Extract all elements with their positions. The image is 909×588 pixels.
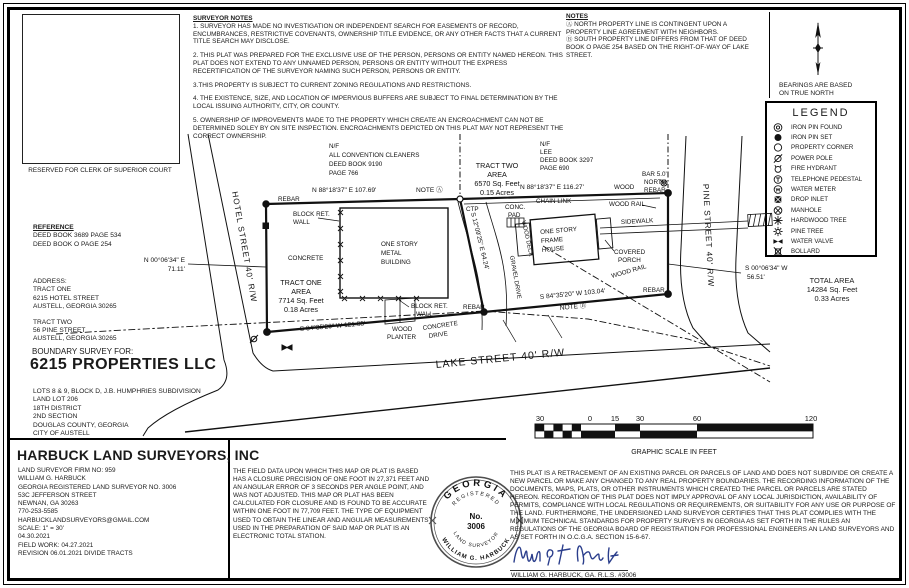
bearings-basis-line2: ON TRUE NORTH <box>779 90 834 98</box>
surveyor-notes <box>193 15 565 146</box>
deed-page: PAGE 766 <box>329 170 359 177</box>
bearing-east-line2: 56.51' <box>747 274 765 281</box>
signature-name-line: WILLIAM G. HARBUCK, GA. R.L.S. #3006 <box>511 572 637 579</box>
hotel-street-label: HOTEL STREET 40' R/W <box>230 190 259 304</box>
firm-line: SCALE: 1" = 30' <box>18 525 64 533</box>
reference-title: REFERENCE <box>33 224 74 231</box>
seal-name: WILLIAM G. HARBUCK <box>440 537 512 563</box>
tract-two-label <box>474 161 519 197</box>
firm-line: 04.30.2021 <box>18 533 50 541</box>
block-ret-wall-label-1b: WALL <box>293 219 310 226</box>
scale-caption: GRAPHIC SCALE IN FEET <box>631 449 717 456</box>
water-valve-symbol <box>282 345 292 350</box>
neighbor-name: ALL CONVENTION CLEANERS <box>329 152 420 159</box>
seal-state: GEORGIA <box>441 477 511 502</box>
hotel-west-row-line <box>143 134 227 436</box>
tract-area-word: AREA <box>291 287 311 296</box>
bearing-west-line2: 71.11' <box>167 266 185 273</box>
survey-for-label: BOUNDARY SURVEY FOR: <box>32 347 134 356</box>
svg-text:LAND SURVEYOR <box>452 531 501 549</box>
drop-inlet-symbol <box>263 223 269 229</box>
block-ret-wall-label-2a: BLOCK RET. <box>411 303 448 310</box>
address-line: TRACT TWO <box>33 318 72 326</box>
neighbor-east-label <box>540 141 594 172</box>
concrete-drive-label-2: DRIVE <box>428 330 449 340</box>
note-b-reference: NOTE Ⓑ <box>559 302 587 312</box>
legend-label: IRON PIN FOUND <box>791 123 843 131</box>
bearing-top-left: N 88°18'37" E 107.69' <box>312 187 377 194</box>
bearings-basis-line1: BEARINGS ARE BASED <box>779 82 853 89</box>
firm-line: 53C JEFFERSON STREET <box>18 491 97 499</box>
rebar-label-se: REBAR <box>643 287 665 294</box>
firm-line: NEWNAN, GA 30263 <box>18 500 79 508</box>
plat-notes-title: NOTES <box>566 13 589 20</box>
rebar-label-ne: REBAR <box>644 187 666 194</box>
plat-notes <box>566 13 762 60</box>
nf-label: N/F <box>329 143 340 150</box>
legal-line: LOTS 8 & 9, BLOCK D, J.B. HUMPHRIES SUBDIVISION <box>33 388 201 395</box>
legend-label: WATER METER <box>791 186 837 194</box>
surveyor-note-2: 2. THIS PLAT WAS PREPARED FOR THE EXCLUSIVE USE OF THE PERSON, PERSONS OR ENTITY NAMED HEREON. THIS PLAT DOES NOT EXTEND TO ANY UNNAMED PERSON, PERSONS OR ENTITY WITHOUT THE EXPRESS RECERTIFICATION OF THE SURVEYOR NAMING SUCH PERSON, PERSONS OR ENTITY. <box>193 52 563 75</box>
deed-page: PAGE 690 <box>540 165 570 172</box>
header-divider-line <box>769 12 770 98</box>
tract-one-label <box>278 278 323 314</box>
ctp-corner <box>457 196 463 202</box>
power-pole-symbol <box>250 335 258 343</box>
legend-label: TELEPHONE PEDESTAL <box>791 175 863 183</box>
address-line: 6215 HOTEL STREET <box>33 294 100 302</box>
seal-number: 3006 <box>467 522 485 531</box>
tract-sqft: 6570 Sq. Feet <box>474 179 520 188</box>
legend-label: HARDWOOD TREE <box>791 217 847 225</box>
bearings-basis-note <box>779 82 879 99</box>
total-area-acres: 0.33 Acres <box>814 294 850 303</box>
east-bearing-leader <box>668 264 741 273</box>
legend-label: IRON PIN SET <box>791 134 833 142</box>
north-arrow-icon <box>800 20 836 78</box>
surveyor-note-3: 3.THIS PROPERTY IS SUBJECT TO CURRENT ZONING REGULATIONS AND RESTRICTIONS. <box>193 81 472 89</box>
seal-profession: LAND SURVEYOR <box>451 530 501 550</box>
wood-planter-label-1: WOOD <box>392 326 413 333</box>
tract-sqft: 7714 Sq. Feet <box>278 296 324 305</box>
svg-text:WILLIAM G. HARBUCK <box>440 537 512 562</box>
neighbor-west-label <box>329 143 419 177</box>
surveyor-note-5: 5. OWNERSHIP OF IMPROVEMENTS MADE TO THE PROPERTY WHICH CREATE AN ENCROACHMENT CAN NOT BE DETERMINED SOLEY BY ON SITE INSPECTION. ENCROACHMENTS DEPICTED ON THIS PLAT MAY NOT REPRESENT THE CORRECT OWNERSHIP. <box>193 116 564 140</box>
legal-line: 2ND SECTION <box>33 413 78 421</box>
tract-acres: 0.15 Acres <box>480 188 514 197</box>
svg-text:GEORGIA <box>442 478 511 502</box>
pine-east-row-line <box>736 136 770 352</box>
wood-deck-label: WOOD DECK <box>520 220 534 258</box>
address-title: ADDRESS: <box>33 278 67 285</box>
wood-rail-label-2: WOOD RAIL <box>610 263 648 280</box>
legend-label: POWER POLE <box>791 154 833 162</box>
firm-name: HARBUCK LAND SURVEYORS, INC <box>17 447 260 463</box>
address-line: 56 PINE STREET <box>33 327 86 335</box>
pine-street-label: PINE STREET 40' R/W <box>701 183 716 288</box>
west-bearing-leader <box>188 264 266 267</box>
metal-building-label-2: METAL <box>381 250 402 257</box>
seal-registered: REGISTERED <box>451 490 501 508</box>
scale-label: 15 <box>610 414 620 423</box>
legend-label: PINE TREE <box>791 227 824 235</box>
wood-planter-label-2: PLANTER <box>387 334 417 341</box>
nf-label: N/F <box>540 141 551 148</box>
block-ret2-leader <box>399 300 409 307</box>
total-area-sqft: 14284 Sq. Feet <box>806 285 858 294</box>
bearing-west-line1: N 00°06'34" E <box>143 257 185 264</box>
firm-line: FIELD WORK: 04.27.2021 <box>18 541 94 549</box>
scale-label: 120 <box>804 414 818 423</box>
legal-line: DOUGLAS COUNTY, GEORGIA <box>33 421 129 429</box>
legend-label: PROPERTY CORNER <box>791 144 854 152</box>
reference-line: DEED BOOK O PAGE 254 <box>33 240 112 248</box>
frame-house-label <box>540 226 580 254</box>
legend-label: DROP INLET <box>791 196 829 204</box>
pine-west-row-line <box>681 136 709 345</box>
legend-label: WATER VALVE <box>791 237 834 245</box>
surveyor-note-4: 4. THE EXISTENCE, SIZE, AND LOCATION OF IMPERVIOUS BUFFERS ARE SUBJECT TO FINAL DETERMINATION BY THE LOCAL ISSUING AUTHORITY, CITY, OR COUNTY. <box>193 95 558 111</box>
field-data-statement: THE FIELD DATA UPON WHICH THIS MAP OR PLAT IS BASED HAS A CLOSURE PRECISION OF ONE FOOT IN 27,371 FEET AND AN ANGULAR ERROR OF 3 SECONDS PER ANGLE POINT, AND WAS NOT ADJUSTED. THIS MAP OR PLAT HAS BEEN CALCULATED FOR CLOSURE AND IS FOUND TO BE ACCURATE WITHIN ONE FOOT IN 77,709 FEET. THE TYPE OF EQUIPMENT USED TO OBTAIN THE LINEAR AND ANGULAR MEASUREMENTS USED IN THE PREPARATION OF SAID MAP OR PLAT IS AN ELECTRONIC TOTAL STATION. <box>233 468 430 540</box>
scale-label: 60 <box>692 414 702 423</box>
lake-street-label: LAKE STREET 40' R/W <box>435 346 566 371</box>
concrete-label: CONCRETE <box>288 255 324 262</box>
metal-building-label-3: BUILDING <box>381 259 411 266</box>
bearing-bottom-right: S 84°35'20" W 103.04' <box>539 287 606 301</box>
scale-label: 0 <box>587 414 593 423</box>
firm-line: LAND SURVEYOR FIRM NO: 959 <box>18 467 116 474</box>
note-a-reference: NOTE Ⓐ <box>416 187 443 194</box>
block-ret-wall-label-1a: BLOCK RET. <box>293 211 330 218</box>
address-line: AUSTELL, GEORGIA 30265 <box>33 303 117 311</box>
bar-north-label-2: NORTH <box>644 179 667 186</box>
signature-line <box>510 570 628 571</box>
rebar-corner-nw <box>263 201 269 207</box>
ctp-label: CTP <box>466 206 479 213</box>
firm-details <box>18 467 176 558</box>
scale-label: 30 <box>535 414 545 423</box>
bearing-bottom-left: S 84°35'20" W 121.85' <box>299 320 366 333</box>
wood-rail-label-1: WOOD RAIL <box>609 201 646 208</box>
scale-label: 30 <box>635 414 645 423</box>
legal-line: 18TH DISTRICT <box>33 404 82 412</box>
surveyor-note-1: 1. SURVEYOR HAS MADE NO INVESTIGATION OR INDEPENDENT SEARCH FOR EASEMENTS OF RECORD, ENCUMBRANCES, RESTRICTIVE COVENANTS, OWNERSHIP TITLE EVIDENCE, OR ANY OTHER FACTS THAT A CURRENT TITLE SEARCH MAY DISCLOSE. <box>193 22 562 46</box>
covered-porch-label-1: COVERED <box>614 249 646 256</box>
block-ret-wall-label-2b: WALL <box>416 311 433 318</box>
tract-area-word: AREA <box>487 170 507 179</box>
concrete-drive-label-1: CONCRETE <box>422 320 459 332</box>
legend-label: BOLLARD <box>791 248 820 256</box>
covered-porch-label-2: PORCH <box>618 257 641 264</box>
sidewalk-label: SIDEWALK <box>620 217 654 226</box>
frame-house-label-2: FRAME <box>540 236 564 245</box>
frame-house-label-1: ONE STORY <box>539 225 578 237</box>
neighbor-name: LEE <box>540 149 552 156</box>
block-ret-leader <box>318 218 339 221</box>
client-name: 6215 PROPERTIES LLC <box>30 356 217 373</box>
tract-acres: 0.18 Acres <box>284 305 318 314</box>
reference-line: DEED BOOK 3689 PAGE 534 <box>33 232 122 240</box>
conc-pad-label-1: CONC. <box>505 204 526 211</box>
bearing-east-line1: S 00°06'34" W <box>745 265 788 272</box>
rebar-label-nw: REBAR <box>278 196 300 203</box>
rebar-label-mid: REBAR <box>463 304 485 311</box>
legend-label: MANHOLE <box>791 206 822 214</box>
firm-line: 770-253-5585 <box>18 508 58 516</box>
survey-map <box>48 128 902 440</box>
certification-statement: THIS PLAT IS A RETRACEMENT OF AN EXISTING PARCEL OR PARCELS OF LAND AND DOES NOT SUBDIVIDE OR CREATE A NEW PARCEL OR MAKE ANY CHANGED TO ANY REAL PROPERTY BOUNDARIES. THE RECORDING INFORMATION OF THE DOCUMENTS, MAPS, PLATS, OR OTHER INSTRUMENTS WHICH CREATED THE PARCEL OR PARCELS ARE STATED HEREON. RECORDATION OF THIS PLAT DOES NOT IMPLY APPROVAL OF ANY LOCAL JURISDICTION, AVAILABILITY OF PERMITS, COMPLIANCE WITH LOCAL REGULATIONS OR REQUIREMENTS, OR SUITABILITY FOR ANY USE OR PURPOSE OF THE LAND. FURTHERMORE, THE UNDERSIGNED LAND SURVEYOR CERTIFIES THAT THIS PLAT COMPLIES WITH THE MINIMUM TECHNICAL STANDARDS FOR PROPERTY SURVEYS IN GEORGIA AS SET FORTH IN THE RULES AN REGULATIONS OF THE GEORGIA BOARD OF REGISTRATION FOR PROFESSIONAL ENGINEERS AN LAND SURVEYORS AND AS SET FORTH IN O.C.G.A. SECTION 15-6-67. <box>510 470 896 541</box>
bearing-top-right: N 88°18'37" E 116.27' <box>520 184 584 191</box>
gravel-drive-label: GRAVEL DRIVE <box>508 255 522 300</box>
deed-book: DEED BOOK 9190 <box>329 161 383 168</box>
firm-line: WILLIAM G. HARBUCK <box>18 475 86 483</box>
surveyor-signature <box>508 538 638 570</box>
conc-pad-label-2: PAD <box>508 212 521 219</box>
tract-name: TRACT TWO <box>475 161 519 170</box>
metal-building-label-1: ONE STORY <box>381 241 418 248</box>
rebar-corner-sw <box>264 329 271 336</box>
tract-name: TRACT ONE <box>280 278 322 287</box>
plat-note-b: Ⓑ SOUTH PROPERTY LINE DIFFERS FROM THAT OF DEED BOOK O PAGE 254 BASED ON THE RIGHT-OF-WAY OF LAKE STREET. <box>566 36 749 59</box>
clerk-box-caption: RESERVED FOR CLERK OF SUPERIOR COURT <box>28 167 172 174</box>
address-line: TRACT ONE <box>33 286 71 294</box>
total-area-title: TOTAL AREA <box>809 276 855 285</box>
seal-no: No. <box>469 512 483 521</box>
bearing-divide: S 12°09'25" E 64.24' <box>469 211 490 271</box>
deed-book: DEED BOOK 3297 <box>540 157 594 164</box>
plat-note-a: Ⓐ NORTH PROPERTY LINE IS CONTINGENT UPON A PROPERTY LINE AGREEMENT WITH NEIGHBORS. <box>566 20 727 36</box>
bar-north-label-1: BAR 5.0' <box>642 171 667 178</box>
chain-link-label: CHAIN LINK <box>536 198 572 205</box>
legend-label: FIRE HYDRANT <box>791 165 837 173</box>
firm-line: HARBUCKLANDSURVEYORS@GMAIL.COM <box>18 516 150 524</box>
address-line: AUSTELL, GEORGIA 30265 <box>33 335 117 343</box>
frame-house-label-3: HOUSE <box>541 245 565 254</box>
legal-line: CITY OF AUSTELL <box>33 430 90 438</box>
wood-label: WOOD <box>614 184 635 191</box>
concrete-drive-edges <box>503 315 562 342</box>
legend-title: LEGEND <box>792 107 850 119</box>
rebar-corner-se <box>665 291 672 298</box>
surveyor-notes-title: SURVEYOR NOTES <box>193 15 253 22</box>
legal-line: LAND LOT 206 <box>33 396 78 404</box>
firm-line: REVISION 06.01.2021 DIVIDE TRACTS <box>18 549 133 557</box>
lake-south-row-line <box>185 368 770 432</box>
firm-line: GEORGIA REGISTERED LAND SURVEYOR NO. 3006 <box>18 483 177 491</box>
